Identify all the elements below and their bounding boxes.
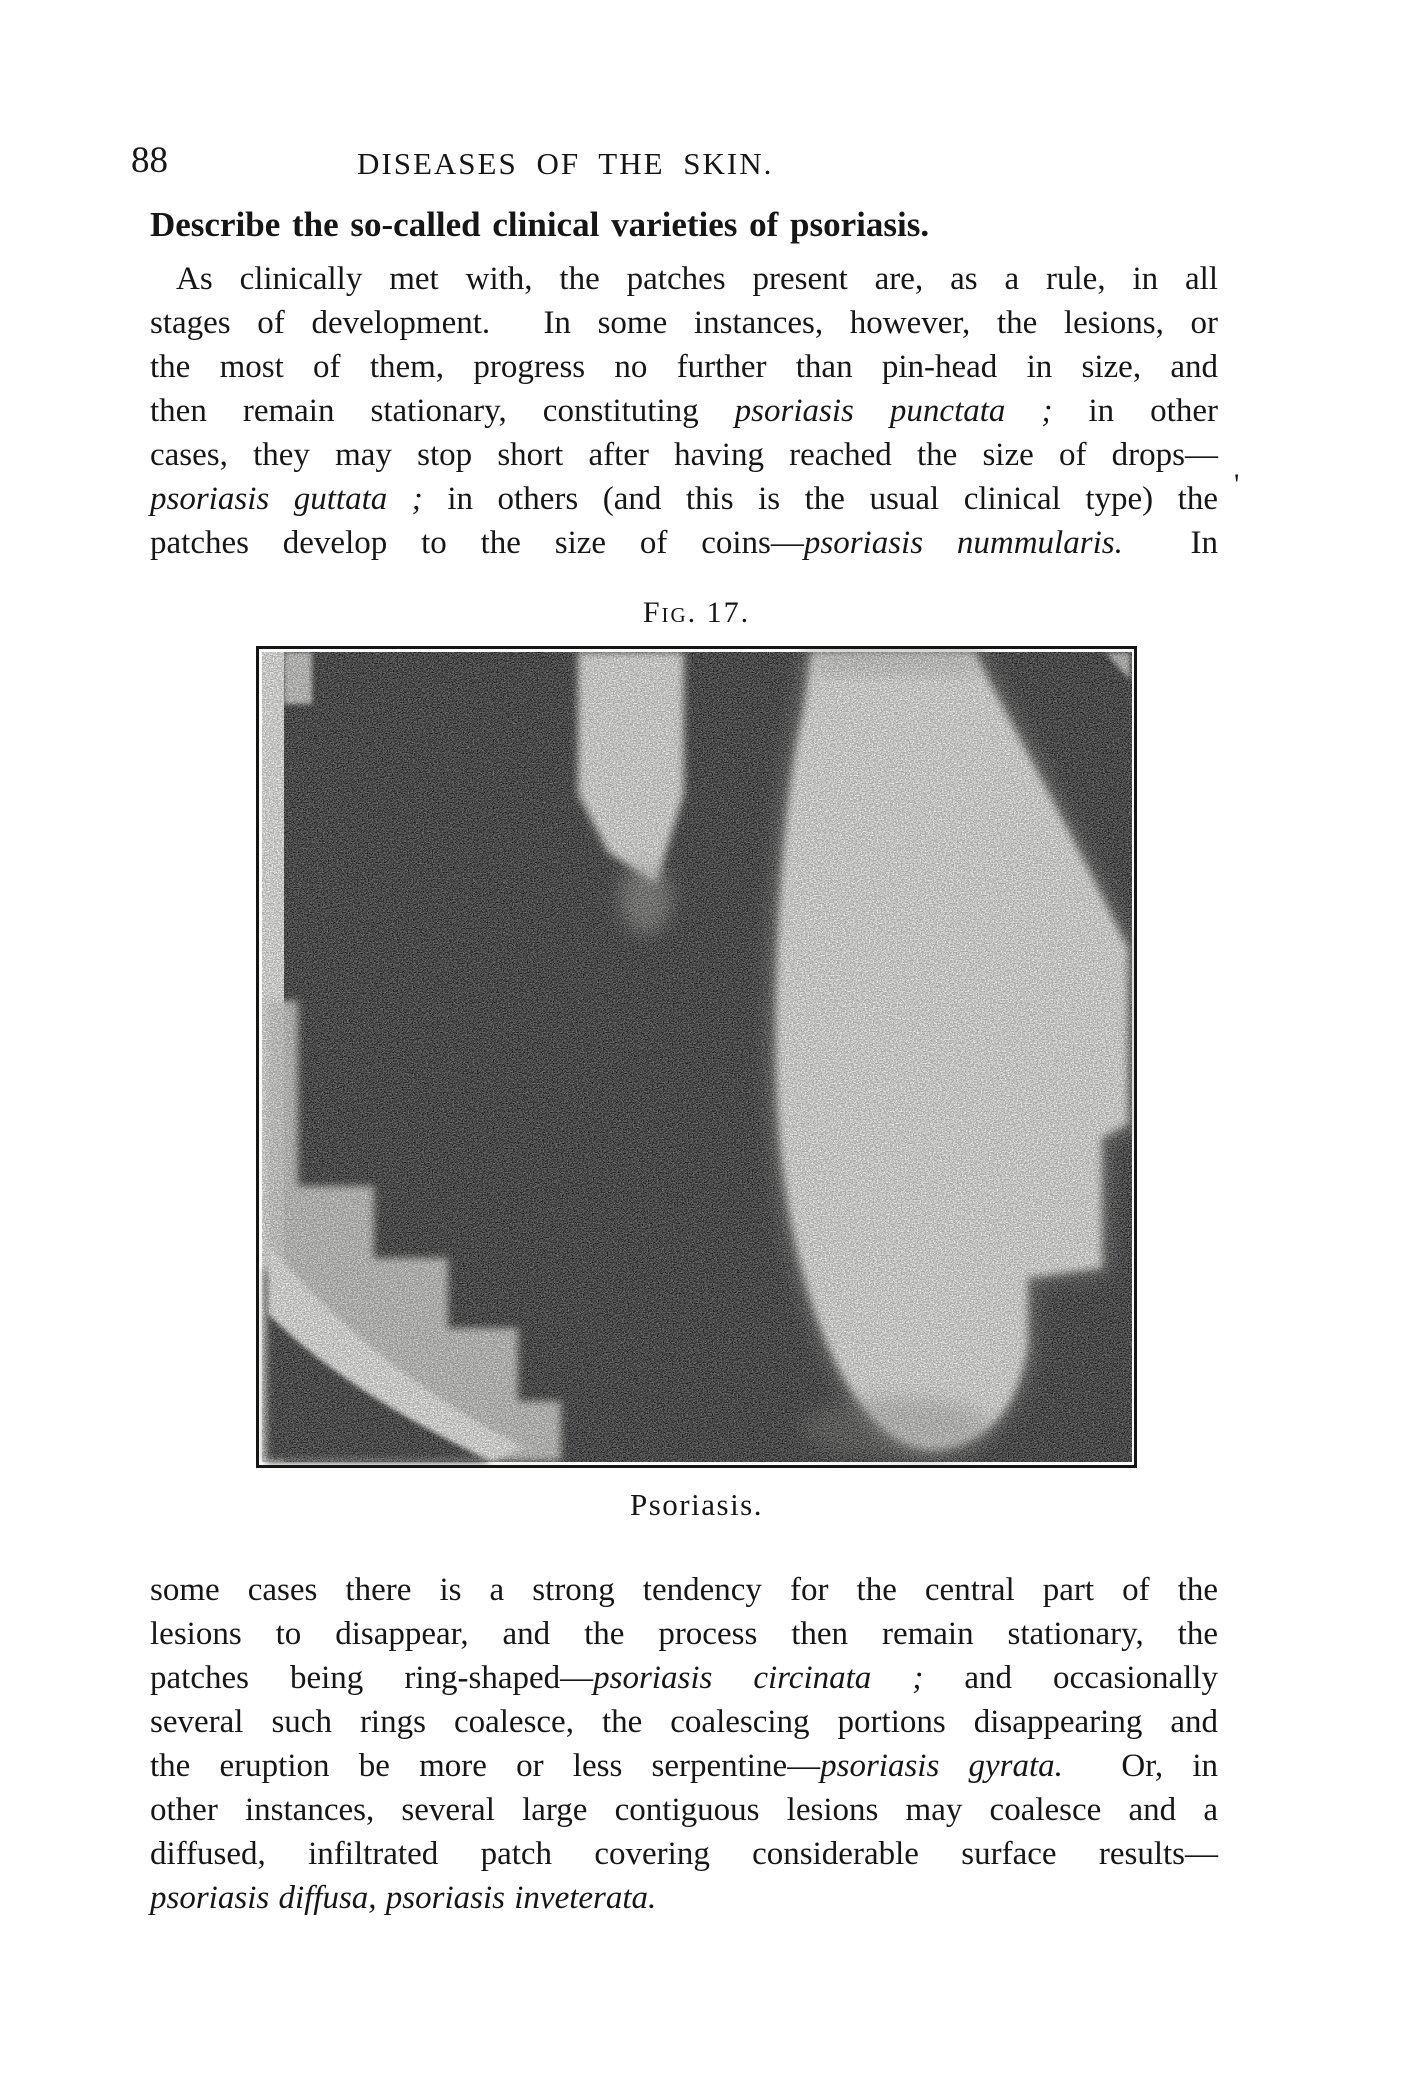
text-line: psoriasis diffusa, psoriasis inveterata. (150, 1880, 657, 1916)
text-line: the most of them, progress no further than pin-head in size, and (150, 349, 1218, 385)
text-line: cases, they may stop short after having reached the size of drops— (150, 437, 1218, 473)
paragraph-2 (150, 1568, 1218, 1920)
text-line: the eruption be more or less serpentine—psoriasis gyrata. Or, in (150, 1748, 1218, 1784)
text-line: then remain stationary, constituting psoriasis punctata ; in other (150, 393, 1218, 429)
figure-17 (256, 646, 1137, 1468)
text-line: As clinically met with, the patches present are, as a rule, in all (176, 261, 1218, 297)
text-line: patches being ring-shaped—psoriasis circinata ; and occasionally (150, 1660, 1218, 1696)
page-number: 88 (131, 140, 168, 181)
text-line: some cases there is a strong tendency for the central part of the (150, 1572, 1218, 1608)
figure-label: Fig. 17. (642, 596, 751, 629)
text-line: lesions to disappear, and the process then remain stationary, the (150, 1616, 1218, 1652)
text-line: other instances, several large contiguous lesions may coalesce and a (150, 1792, 1218, 1828)
text-line: stages of development. In some instances, however, the lesions, or (150, 305, 1218, 341)
paragraph-1 (150, 257, 1218, 565)
running-title: DISEASES OF THE SKIN. (357, 146, 774, 181)
stray-print-mark: ' (1234, 468, 1240, 501)
text-line: patches develop to the size of coins—psoriasis nummularis. In (150, 525, 1218, 561)
question-heading: Describe the so-called clinical varieties of psoriasis. (150, 205, 930, 244)
text-line: diffused, infiltrated patch covering considerable surface results— (150, 1836, 1218, 1872)
psoriasis-photo (256, 646, 1137, 1468)
text-line: psoriasis guttata ; in others (and this is the usual clinical type) the (150, 481, 1218, 517)
text-line: several such rings coalesce, the coalescing portions disappearing and (150, 1704, 1218, 1740)
figure-caption: Psoriasis. (630, 1487, 763, 1522)
